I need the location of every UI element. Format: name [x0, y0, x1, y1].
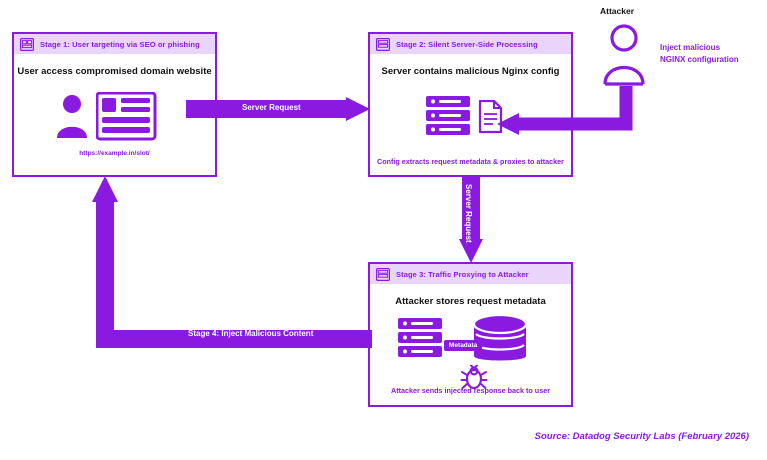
attacker-action-line2: NGINX configuration [660, 55, 739, 64]
server-stack-icon [426, 96, 474, 138]
stage-2-title: Server contains malicious Nginx config [381, 66, 560, 77]
attacker-action-line1: Inject malicious [660, 43, 721, 52]
stage-3-header-label: Stage 3: Traffic Proxying to Attacker [396, 269, 529, 279]
stage-3-illustration [398, 318, 478, 360]
stage-1-url: https://example.in/slot/ [79, 150, 150, 157]
stage-1-header-label: Stage 1: User targeting via SEO or phishing [40, 39, 200, 49]
attacker-inject-arrow [495, 86, 640, 141]
stage-2-header [370, 34, 571, 54]
stage-3-title: Attacker stores request metadata [395, 296, 546, 307]
stage-4-inject-arrow [84, 176, 374, 348]
stage-2-illustration [426, 96, 474, 138]
stage-2-header-label: Stage 2: Silent Server-Side Processing [396, 39, 538, 49]
stage-2-footer: Config extracts request metadata & proxies to attacker [377, 157, 564, 166]
server-rack-icon [376, 268, 390, 281]
attacker-person-icon [600, 24, 648, 88]
server-request-label-1: Server Request [242, 103, 301, 112]
attacker-label: Attacker [600, 6, 635, 16]
stage-3-footer: Attacker sends injected response back to user [391, 386, 550, 395]
stage-3-header [370, 264, 571, 284]
server-request-label-2: Server Request [464, 184, 473, 243]
source-caption: Source: Datadog Security Labs (February 2026) [534, 431, 749, 442]
stage-1-header [14, 34, 215, 54]
stage-4-label: Stage 4: Inject Malicious Content [188, 329, 314, 338]
attacker-action-label [660, 42, 739, 66]
metadata-pill: Metadata [444, 340, 482, 351]
server-rack-icon [20, 38, 34, 51]
stage-1-title: User access compromised domain website [17, 66, 212, 77]
server-stack-icon [398, 318, 446, 360]
server-rack-icon [376, 38, 390, 51]
stage-3-box [368, 262, 573, 407]
